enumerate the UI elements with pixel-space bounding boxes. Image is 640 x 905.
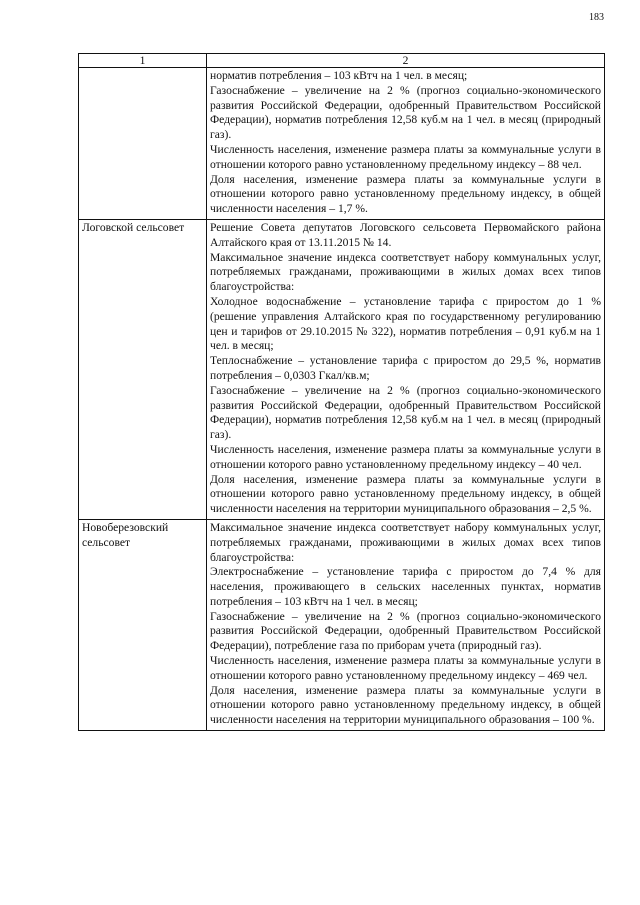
paragraph: Электроснабжение – установление тарифа с приростом до 7,4 % для населения, проживающего в сельских населенных пунктах, норматив потребления – 103 кВтч на 1 чел. в месяц; (210, 565, 601, 608)
column-header-2: 2 (207, 54, 605, 68)
paragraph: Газоснабжение – увеличение на 2 % (прогноз социально-экономического развития Российской Федерации, одобренный Правительством Российской Федерации), норматив потребления 12,58 куб.м на 1 чел. в месяц (природный газ). (210, 383, 601, 442)
paragraph: Теплоснабжение – установление тарифа с приростом до 29,5 %, норматив потребления – 0,0303 Гкал/кв.м; (210, 354, 601, 382)
paragraph: Газоснабжение – увеличение на 2 % (прогноз социально-экономического развития Российской Федерации, одобренный Правительством Российской Федерации), потребление газа по приборам учета (природный газ). (210, 609, 601, 653)
table-header-row (79, 54, 605, 68)
municipality-name (79, 68, 207, 220)
paragraph: Газоснабжение – увеличение на 2 % (прогноз социально-экономического развития Российской Федерации, одобренный Правительством Российской Федерации), норматив потребления 12,58 куб.м на 1 чел. в месяц (природный газ). (210, 83, 601, 142)
municipality-name: Новоберезовский сельсовет (79, 519, 207, 730)
paragraph: Доля населения, изменение размера платы за коммунальные услуги в отношении которого равно установленному предельному индексу, в общей численности населения – 1,7 %. (210, 172, 601, 216)
page-number: 183 (589, 12, 604, 23)
index-description (207, 219, 605, 519)
paragraph: норматив потребления – 103 кВтч на 1 чел. в месяц; (210, 69, 468, 82)
column-header-1: 1 (79, 54, 207, 68)
paragraph: Максимальное значение индекса соответствует набору коммунальных услуг, потребляемых гражданами, проживающими в жилых домах всех типов благоустройства: (210, 520, 601, 564)
index-description (207, 519, 605, 730)
table-row (79, 219, 605, 519)
municipality-name: Логовской сельсовет (79, 219, 207, 519)
paragraph: Максимальное значение индекса соответствует набору коммунальных услуг, потребляемых гражданами, проживающими в жилых домах всех типов благоустройства: (210, 250, 601, 294)
municipal-index-table (78, 53, 605, 731)
paragraph: Численность населения, изменение размера платы за коммунальные услуги в отношении которого равно установленному предельному индексу – 469 чел. (210, 654, 601, 682)
paragraph: Численность населения, изменение размера платы за коммунальные услуги в отношении которого равно установленному предельному индексу – 88 чел. (210, 142, 601, 171)
table-row (79, 519, 605, 730)
paragraph: Холодное водоснабжение – установление тарифа с приростом до 1 % (решение управления Алтайского края по государственному регулированию цен и тарифов от 29.10.2015 № 322), норматив потребления – 0,91 куб.м на 1 чел. в месяц; (210, 294, 601, 353)
table-row (79, 68, 605, 220)
paragraph: Численность населения, изменение размера платы за коммунальные услуги в отношении которого равно установленному предельному индексу – 40 чел. (210, 442, 601, 471)
paragraph: Решение Совета депутатов Логовского сельсовета Первомайского района Алтайского края от 13.11.2015 № 14. (210, 220, 601, 249)
index-description (207, 68, 605, 220)
paragraph: Доля населения, изменение размера платы за коммунальные услуги в отношении которого равно установленному предельному индексу, в общей численности населения на территории муниципального образования – 2,5 %. (210, 472, 601, 516)
paragraph: Доля населения, изменение размера платы за коммунальные услуги в отношении которого равно установленному предельному индексу, в общей численности населения на территории муниципального образования – 100 %. (210, 683, 601, 727)
